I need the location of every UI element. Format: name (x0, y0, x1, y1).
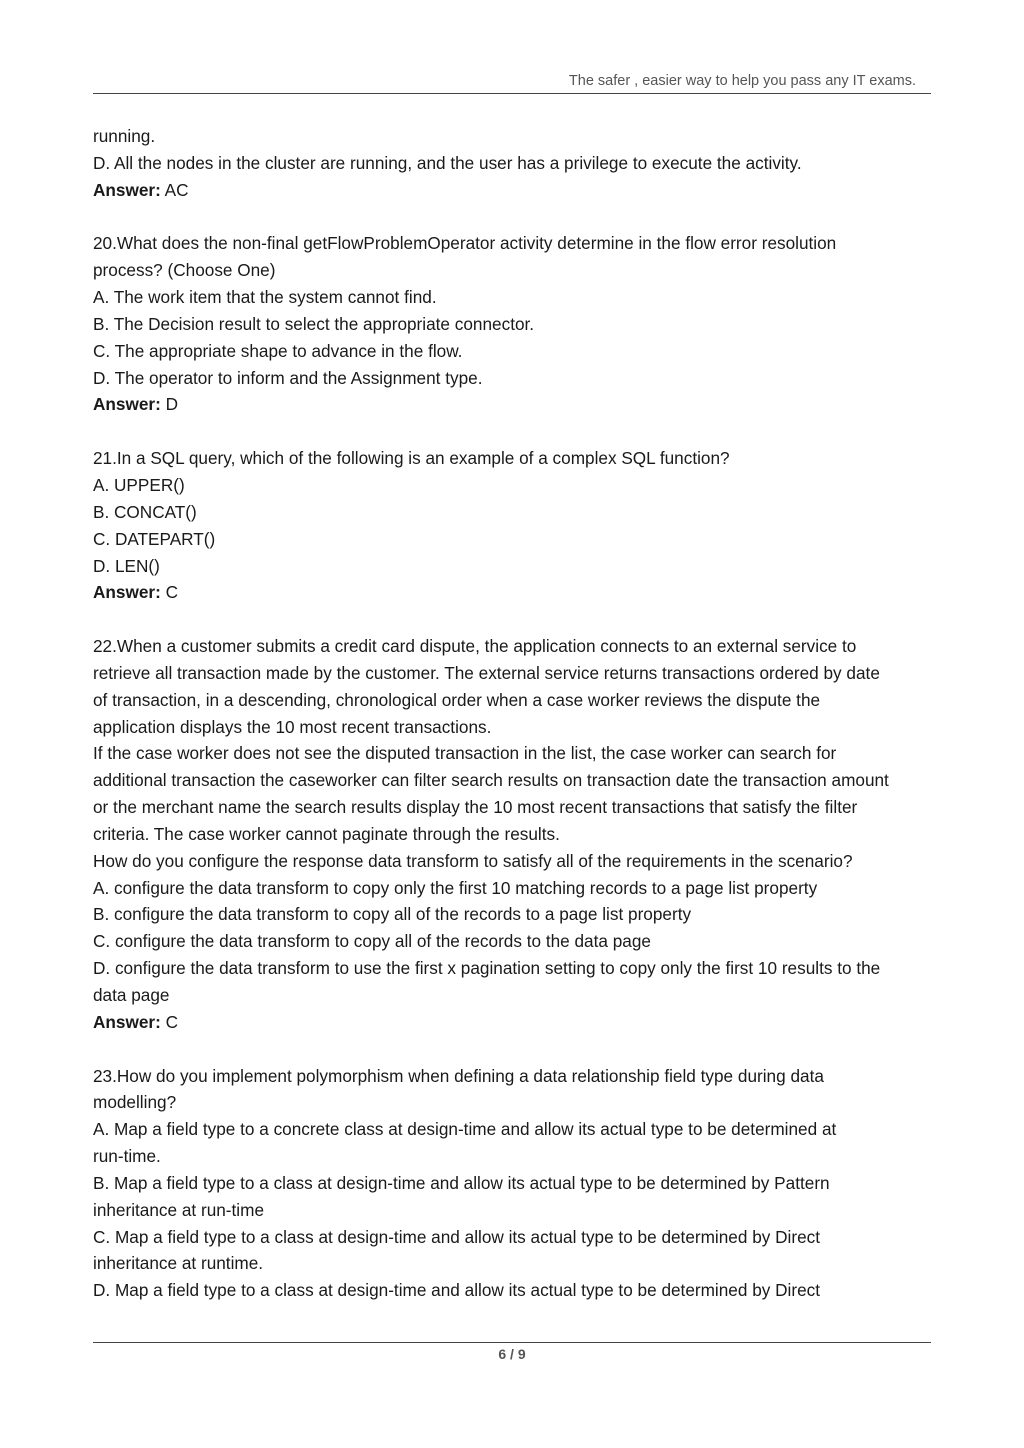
question-text-line: or the merchant name the search results display the 10 most recent transactions that satisfy the filter (93, 797, 858, 818)
answer-option-line: A. UPPER() (93, 474, 185, 495)
answer-option-line: D. LEN() (93, 555, 160, 576)
answer-label: Answer: (93, 179, 161, 200)
answer-option-line: C. DATEPART() (93, 528, 216, 549)
question-block (93, 418, 938, 606)
question-text-line: additional transaction the caseworker can filter search results on transaction date the transaction amount (93, 770, 889, 791)
answer-option-line: A. The work item that the system cannot find. (93, 287, 437, 308)
question-spacer (93, 1036, 938, 1063)
answer-value: D (165, 394, 179, 415)
answer-option-line: B. The Decision result to select the appropriate connector. (93, 313, 535, 334)
answer-option-line: A. Map a field type to a concrete class at design-time and allow its actual type to be determined at (93, 1119, 837, 1140)
question-text-line: criteria. The case worker cannot paginate through the results. (93, 823, 560, 844)
header-tagline: The safer , easier way to help you pass any IT exams. (568, 73, 916, 89)
answer-option-line: B. CONCAT() (93, 501, 197, 522)
question-text-line: retrieve all transaction made by the customer. The external service returns transactions ordered by date (93, 662, 880, 683)
answer-value: C (165, 582, 179, 603)
answer-option-line: data page (93, 985, 170, 1005)
answer-option-line: B. Map a field type to a class at design-time and allow its actual type to be determined by Pattern (93, 1172, 830, 1193)
answer-option-line: run-time. (93, 1146, 161, 1167)
footer-divider (93, 1342, 931, 1343)
question-text-line: process? (Choose One) (93, 260, 276, 281)
question-text-line: 23.How do you implement polymorphism when defining a data relationship field type during data (93, 1065, 824, 1086)
answer-value: AC (164, 179, 189, 200)
answer-label: Answer: (93, 394, 161, 415)
question-block (93, 1036, 938, 1304)
question-spacer (93, 418, 938, 445)
answer-option-line: inheritance at runtime. (93, 1253, 264, 1274)
answer-option-line: C. The appropriate shape to advance in the flow. (93, 340, 463, 361)
answer-option-line: D. Map a field type to a class at design-time and allow its actual type to be determined by Direct (93, 1280, 821, 1301)
question-text-line: If the case worker does not see the disputed transaction in the list, the case worker can search for (93, 743, 837, 764)
question-text-line: modelling? (93, 1092, 177, 1113)
question-spacer (93, 204, 938, 231)
answer-option-line: C. Map a field type to a class at design-time and allow its actual type to be determined by Direct (93, 1226, 821, 1247)
answer-line (93, 177, 938, 204)
answer-option-line: C. configure the data transform to copy all of the records to the data page (93, 931, 651, 952)
question-text-line: of transaction, in a descending, chronological order when a case worker reviews the dispute the (93, 689, 821, 710)
answer-option-line: D. configure the data transform to use the first x pagination setting to copy only the first 10 results to the (93, 958, 881, 979)
header-divider (93, 93, 931, 94)
question-text-line: 20.What does the non-final getFlowProblemOperator activity determine in the flow error resolution (93, 233, 837, 254)
answer-line (93, 1009, 938, 1036)
question-text-line: How do you configure the response data transform to satisfy all of the requirements in the scenario? (93, 850, 853, 871)
continuation-block (93, 123, 938, 204)
continuation-line: running. (93, 126, 156, 146)
question-block (93, 606, 938, 1036)
question-list (93, 204, 938, 1305)
answer-line (93, 579, 938, 606)
page-content (93, 123, 938, 1304)
question-text-line: application displays the 10 most recent transactions. (93, 716, 492, 737)
continuation-option-d: D. All the nodes in the cluster are running, and the user has a privilege to execute the activity. (93, 152, 802, 173)
answer-option-line: inheritance at run-time (93, 1199, 265, 1220)
answer-label: Answer: (93, 1011, 161, 1032)
page-number: 6 / 9 (498, 1346, 526, 1362)
answer-option-line: B. configure the data transform to copy all of the records to a page list property (93, 904, 692, 925)
question-text-line: 21.In a SQL query, which of the following is an example of a complex SQL function? (93, 448, 730, 469)
answer-value: C (165, 1011, 179, 1032)
question-block (93, 204, 938, 419)
answer-line (93, 391, 938, 418)
answer-option-line: A. configure the data transform to copy only the first 10 matching records to a page list property (93, 877, 818, 898)
question-spacer (93, 606, 938, 633)
answer-option-line: D. The operator to inform and the Assignment type. (93, 367, 483, 388)
question-text-line: 22.When a customer submits a credit card dispute, the application connects to an external service to (93, 636, 857, 657)
answer-label: Answer: (93, 582, 161, 603)
